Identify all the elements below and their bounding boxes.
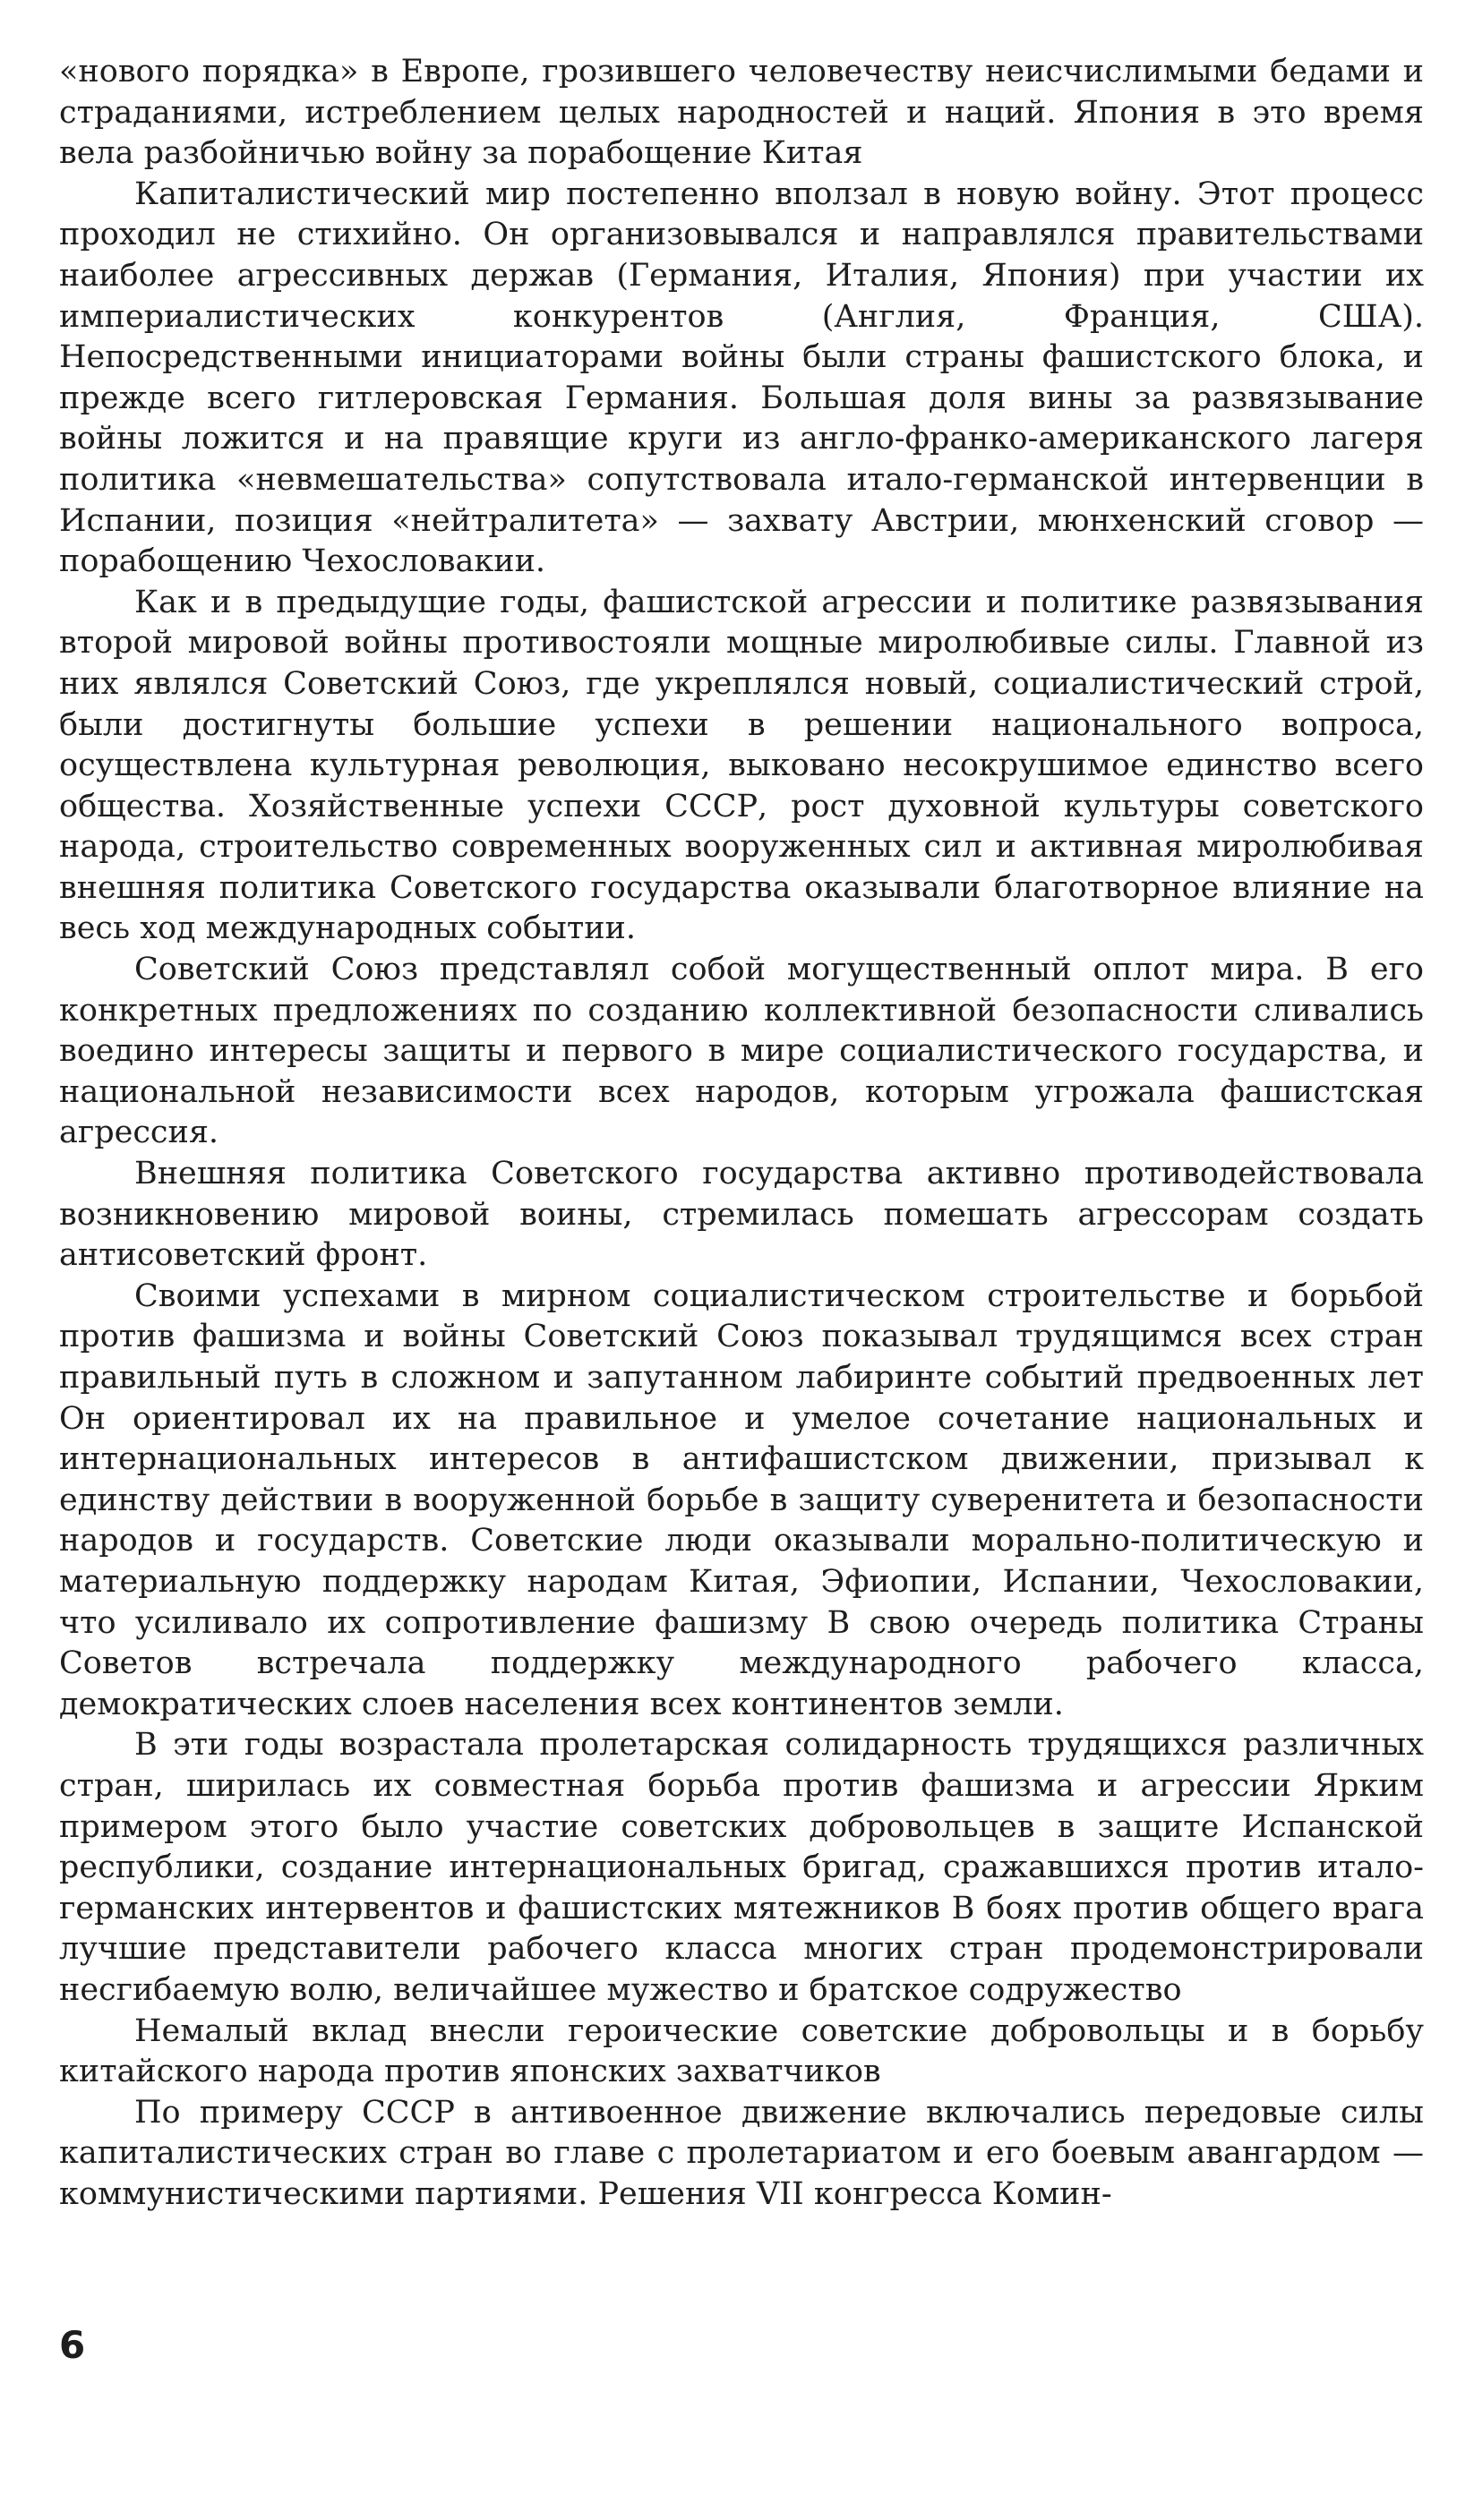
paragraph-solidarity: В эти годы возрастала пролетарская солидарность трудящихся различных стран, ширилась их совместная борьба против фашизма и агрессии Ярким примером этого было участие советских добровольцев в защите Испанской республики, создание интернациональных бригад, сражавшихся против итало-германских интервентов и фашистских мятежников В боях против общего врага лучшие представители рабочего класса многих стран продемонстрировали несгибаемую волю, величайшее мужество и братское содружество — [59, 1727, 1424, 2008]
paragraph-new-order: «нового порядка» в Европе, грозившего человечеству неисчислимыми бедами и страданиями, истреблением целых народностей и наций. Япония в это время вела разбойничью войну за порабощение Китая — [59, 54, 1424, 172]
paragraph-foreign-policy: Внешняя политика Советского государства активно противодействовала возникновению мировой воины, стремилась помешать агрессорам создать антисоветский фронт. — [59, 1156, 1424, 1274]
page-number: 6 — [59, 2323, 86, 2367]
page-text-body — [59, 52, 1424, 2215]
paragraph-capitalist-world: Капиталистический мир постепенно вползал в новую войну. Этот процесс проходил не стихийно. Он организовывался и направлялся правительствами наиболее агрессивных держав (Германия, Италия, Япония) при участии их империалистических конкурентов (Англия, Франция, США). Непосредственными инициаторами войны были страны фашистского блока, и прежде всего гитлеровская Германия. Большая доля вины за развязывание войны ложится и на правящие круги из англо-франко-американского лагеря политика «невмешательства» сопутствовала итало-германской интервенции в Испании, позиция «нейтралитета» — захвату Австрии, мюнхенский сговор — порабощению Чехословакии. — [59, 175, 1424, 580]
paragraph-soviet-bulwark: Советский Союз представлял собой могущественный оплот мира. В его конкретных предложениях по созданию коллективной безопасности сливались воедино интересы защиты и первого в мире социалистического государства, и национальной независимости всех народов, которым угрожала фашистская агрессия. — [59, 952, 1424, 1151]
paragraph-china-volunteers: Немалый вклад внесли героические советские добровольцы и в борьбу китайского народа против японских захватчиков — [59, 2012, 1424, 2090]
paragraph-successes: Своими успехами в мирном социалистическом строительстве и борьбой против фашизма и войны Советский Союз показывал трудящимся всех стран правильный путь в сложном и запутанном лабиринте событий предвоенных лет Он ориентировал их на правильное и умелое сочетание национальных и интернациональных интересов в антифашистском движении, призывал к единству действии в вооруженной борьбе в защиту суверенитета и безопасности народов и государств. Советские люди оказывали морально-политическую и материальную поддержку народам Китая, Эфиопии, Испании, Чехословакии, что усиливало их сопротивление фашизму В свою очередь политика Страны Советов встречала поддержку международного рабочего класса, демократических слоев населения всех континентов земли. — [59, 1277, 1424, 1722]
paragraph-antiwar-movement: По примеру СССР в антивоенное движение включались передовые силы капиталистических стран во главе с пролетариатом и его боевым авангардом — коммунистическими партиями. Решения VII конгресса Комин- — [59, 2094, 1424, 2212]
paragraph-peace-forces: Как и в предыдущие годы, фашистской агрессии и политике развязывания второй мировой войны противостояли мощные миролюбивые силы. Главной из них являлся Советский Союз, где укреплялся новый, социалистический строй, были достигнуты большие успехи в решении национального вопроса, осуществлена культурная революция, выковано несокрушимое единство всего общества. Хозяйственные успехи СССР, рост духовной культуры советского народа, строительство современных вооруженных сил и активная миролюбивая внешняя политика Советского государства оказывали благотворное влияние на весь ход международных событии. — [59, 584, 1424, 947]
